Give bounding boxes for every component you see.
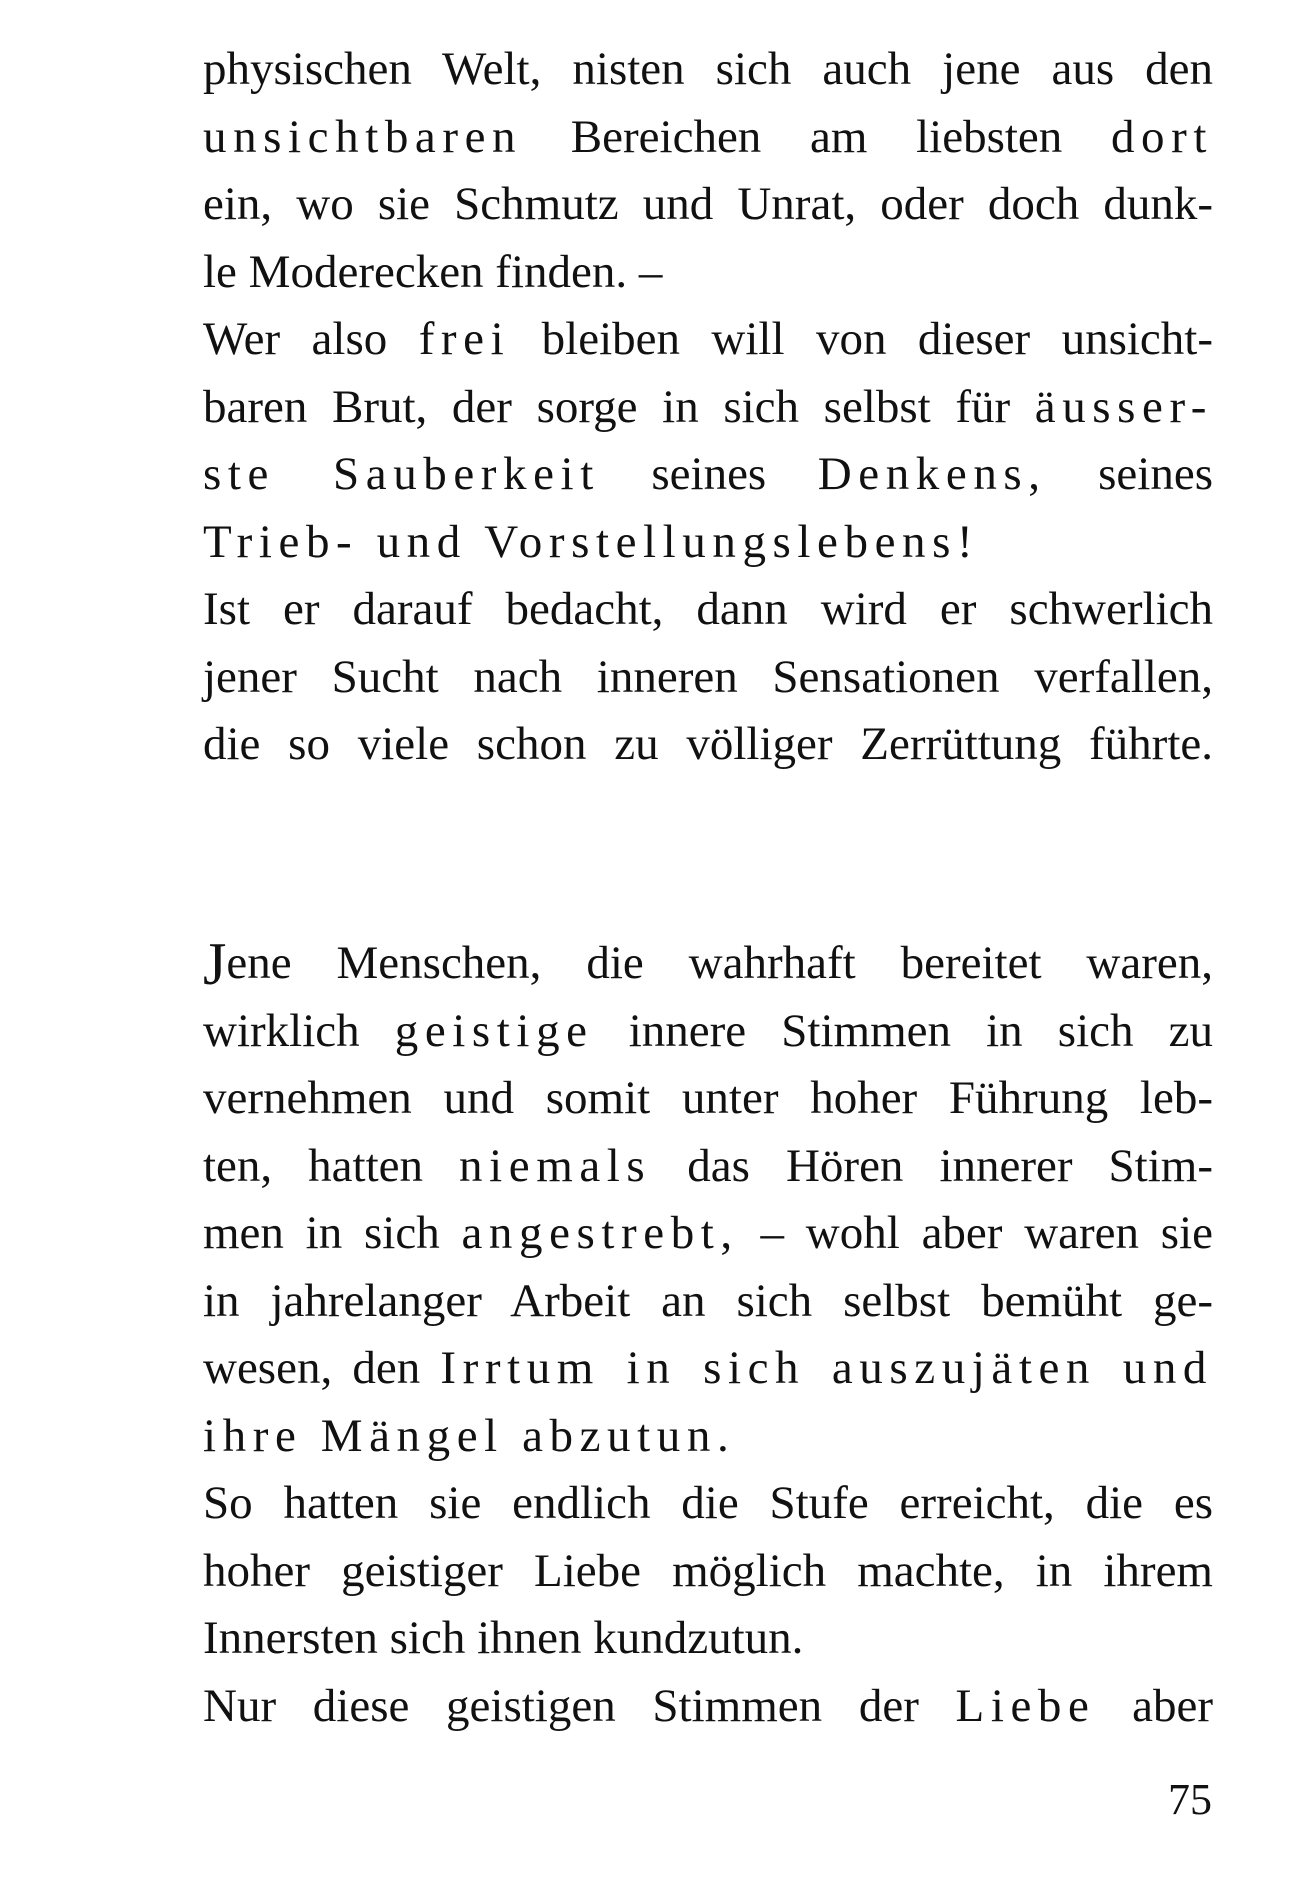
text-line: in jahrelanger Arbeit an sich selbst bemüht ge- [203,1274,1213,1327]
text-line: ste Sauberkeit seines Denkens, seines [203,448,1213,500]
spaced-emphasis: dort [1110,110,1213,163]
initial-letter: J [203,931,227,997]
spaced-emphasis: Liebe [955,1679,1096,1732]
text-line: Nur diese geistigen Stimmen der Liebe aber [203,1679,1213,1732]
spaced-emphasis: Irrtum in sich auszujäten und [440,1342,1213,1394]
text-line: ihre Mängel abzutun. [203,1409,736,1462]
text-line: vernehmen und somit unter hoher Führung leb- [203,1072,1213,1124]
text-block-upper [203,36,1213,779]
text-line: So hatten sie endlich die Stufe erreicht, die es [203,1477,1213,1529]
text-line: Trieb- und Vorstellungslebens! [203,515,980,568]
text-line: die so viele schon zu völliger Zerrüttung führte. [203,718,1213,770]
spaced-emphasis: unsichtbaren [203,110,523,163]
spaced-emphasis: Denkens, [817,448,1047,500]
text-line: wesen, den Irrtum in sich auszujäten und [203,1342,1213,1394]
text-line: hoher geistiger Liebe möglich machte, in ihrem [203,1544,1213,1597]
text-line: Wer also frei bleiben will von dieser unsicht- [203,313,1213,365]
spaced-emphasis: geistige [394,1004,594,1057]
spaced-emphasis: angestrebt, [461,1207,739,1259]
text-line: baren Brut, der sorge in sich selbst für äusser- [203,380,1213,433]
text-line: wirklich geistige innere Stimmen in sich zu [203,1004,1213,1057]
spaced-emphasis: frei [418,313,511,365]
text-line: unsichtbaren Bereichen am liebsten dort [203,110,1213,163]
spaced-emphasis: ste Sauberkeit [203,448,600,500]
text-block-lower [203,930,1213,1740]
spaced-emphasis: niemals [459,1139,652,1192]
spaced-emphasis: äusser- [1034,380,1213,433]
text-line: physischen Welt, nisten sich auch jene aus den [203,43,1213,95]
text-line: le Moderecken finden. – [203,245,663,298]
text-line: Innersten sich ihnen kundzutun. [203,1612,804,1664]
text-line: Jene Menschen, die wahrhaft bereitet waren, [203,931,1213,997]
text-line: ein, wo sie Schmutz und Unrat, oder doch dunk- [203,178,1213,230]
text-line: Ist er darauf bedacht, dann wird er schwerlich [203,583,1213,635]
page-number: 75 [1168,1775,1212,1824]
text-line: men in sich angestrebt, – wohl aber waren sie [203,1207,1213,1259]
text-line: ten, hatten niemals das Hören innerer Stim- [203,1139,1214,1192]
text-line: jener Sucht nach inneren Sensationen verfallen, [203,650,1213,703]
